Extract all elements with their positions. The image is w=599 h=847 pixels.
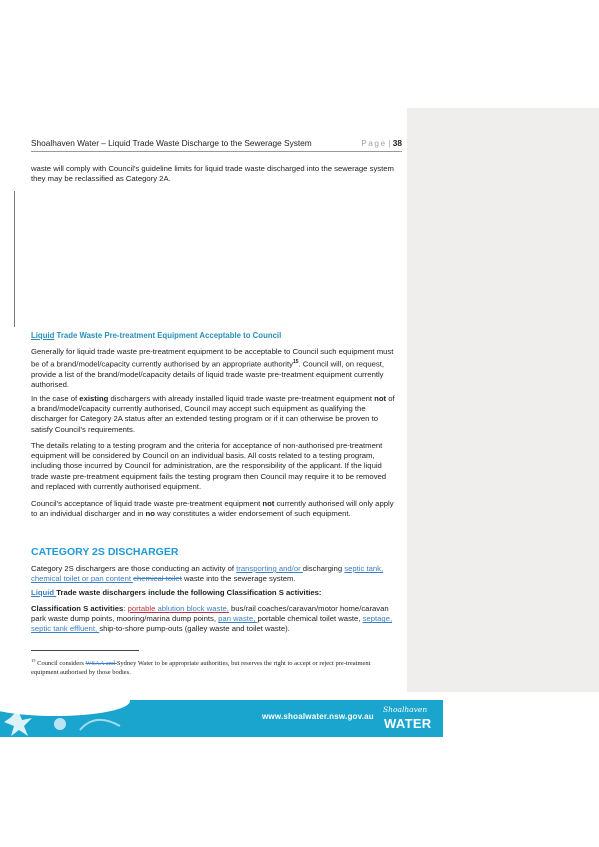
p2-text-c: of a brand/model/capacity currently authorised, Council may accept such equipment as qualifying the discharger for Category 2A status after an extended testing program or if it can otherwise be proven to satisfy Council's requirements. bbox=[31, 394, 395, 434]
classification-label: Classification S activities bbox=[31, 604, 124, 613]
p2-bold-not: not bbox=[374, 394, 387, 403]
revision-insertion[interactable]: septic tank, chemical toilet or pan content bbox=[31, 564, 384, 584]
footnote-text-b: Sydney Water to be appropriate authorities, but reserves the right to accept or reject pre-treatment equipment authorised by those bodies. bbox=[31, 660, 371, 676]
page-indicator bbox=[361, 137, 402, 149]
paragraph-council-acceptance bbox=[31, 499, 400, 519]
revision-insertion[interactable] bbox=[128, 604, 229, 613]
p3-text: The details relating to a testing program and the criteria for acceptance of non-authorised pre-treatment equipment will be considered by Council on an individual basis. All costs related to a testing program, including those incurred by Council for administration, are the responsibility of the applicant. If the liquid trade waste pre-treatment equipment fails the testing program then Council may require it to be removed and replaced with currently authorised equipment. bbox=[31, 441, 387, 491]
revision-insertion[interactable]: transporting and/or bbox=[236, 564, 303, 573]
p4-text-c: way constitutes a wider endorsement of such equipment. bbox=[154, 509, 351, 519]
s2p3-text-b: portable chemical toilet waste, bbox=[257, 614, 363, 624]
revision-insertion[interactable]: pan waste, bbox=[218, 614, 258, 624]
revision-insertion-red: portable bbox=[127, 604, 158, 613]
page-separator: | bbox=[388, 138, 391, 148]
s2p3-text-c: ship-to-shore pump-outs (galley waste and toilet waste). bbox=[99, 624, 290, 634]
logo-word: WATER bbox=[384, 716, 432, 731]
paragraph-existing-dischargers bbox=[31, 394, 400, 435]
p4-bold-not: not bbox=[262, 499, 275, 508]
intro-paragraph bbox=[31, 164, 400, 184]
section-heading-pretreatment bbox=[31, 331, 281, 340]
revision-insertion[interactable]: Liquid bbox=[31, 588, 57, 597]
footnote-text-a: Council considers bbox=[35, 660, 86, 668]
classification-colon: : bbox=[123, 604, 128, 613]
p1-text-b: . Council will, on request, provide a list of the brand/model/capacity details of liquid trade waste pre-treatment equipment currently authorised. bbox=[31, 359, 384, 390]
header-rule bbox=[31, 151, 402, 152]
p4-text-b: currently authorised will only apply to an individual discharger and in bbox=[31, 499, 394, 519]
revision-change-bar bbox=[14, 191, 15, 327]
paragraph-testing-program bbox=[31, 441, 400, 492]
header-title: Shoalhaven Water – Liquid Trade Waste Discharge to the Sewerage System bbox=[31, 138, 312, 148]
page-header bbox=[31, 137, 402, 149]
p2-bold-existing: existing bbox=[79, 394, 109, 403]
website-url[interactable]: www.shoalwater.nsw.gov.au bbox=[262, 712, 374, 721]
s2p1-text-a: Category 2S dischargers are those conducting an activity of bbox=[31, 564, 237, 573]
p1-text-a: Generally for liquid trade waste pre-treatment equipment to be acceptable to Council such equipment must be of a brand/model/capacity currently authorised by an appropriate authority bbox=[31, 347, 394, 369]
shoalhaven-water-logo bbox=[382, 705, 434, 733]
s2p1-text-c: waste into the sewerage system. bbox=[181, 574, 296, 584]
heading-insertion: Liquid bbox=[31, 331, 55, 340]
s2p3-text-a: bus/rail coaches/caravan/motor home/caravan park waste dump points, mooring/marina dump points, bbox=[31, 604, 389, 624]
paragraph-classification-intro bbox=[31, 588, 400, 598]
p4-bold-no: no bbox=[145, 509, 155, 519]
p2-text-b: dischargers with already installed liquid trade waste pre-treatment equipment bbox=[108, 394, 375, 403]
footnote-number: 15 bbox=[31, 658, 36, 663]
footer-banner bbox=[0, 700, 443, 737]
s2p2-bold-text: Trade waste dischargers include the following Classification S activities: bbox=[56, 588, 322, 597]
revision-deletion[interactable]: WSAA and bbox=[85, 660, 117, 668]
footnote-separator bbox=[31, 650, 139, 651]
page-label: Page bbox=[361, 138, 387, 148]
revision-insertion[interactable]: septage, septic tank effluent, bbox=[31, 614, 393, 634]
paragraph-classification-activities bbox=[31, 604, 400, 635]
section-heading-category-2s: CATEGORY 2S DISCHARGER bbox=[31, 546, 179, 558]
s2p1-text-b: discharging bbox=[302, 564, 345, 573]
p4-text-a: Council's acceptance of liquid trade waste pre-treatment equipment bbox=[31, 499, 263, 508]
revision-deletion[interactable]: chemical toilet bbox=[133, 574, 182, 584]
starfish-shell-graphic bbox=[0, 700, 160, 737]
page-number: 38 bbox=[392, 138, 402, 148]
heading-text: Trade Waste Pre-treatment Equipment Acceptable to Council bbox=[54, 331, 282, 340]
p2-text-a: In the case of bbox=[31, 394, 80, 403]
footnote-reference[interactable]: 15 bbox=[292, 359, 299, 366]
intro-text: waste will comply with Council's guideline limits for liquid trade waste discharged into the sewerage system they may be reclassified as Category 2A. bbox=[31, 164, 394, 184]
footnote bbox=[31, 657, 376, 677]
revision-insertion-blue: ablution block waste, bbox=[157, 604, 229, 613]
paragraph-category-2s bbox=[31, 564, 400, 584]
comment-pane bbox=[407, 108, 599, 692]
logo-script: Shoalhaven bbox=[383, 705, 428, 714]
paragraph-authorised-equipment bbox=[31, 347, 400, 390]
